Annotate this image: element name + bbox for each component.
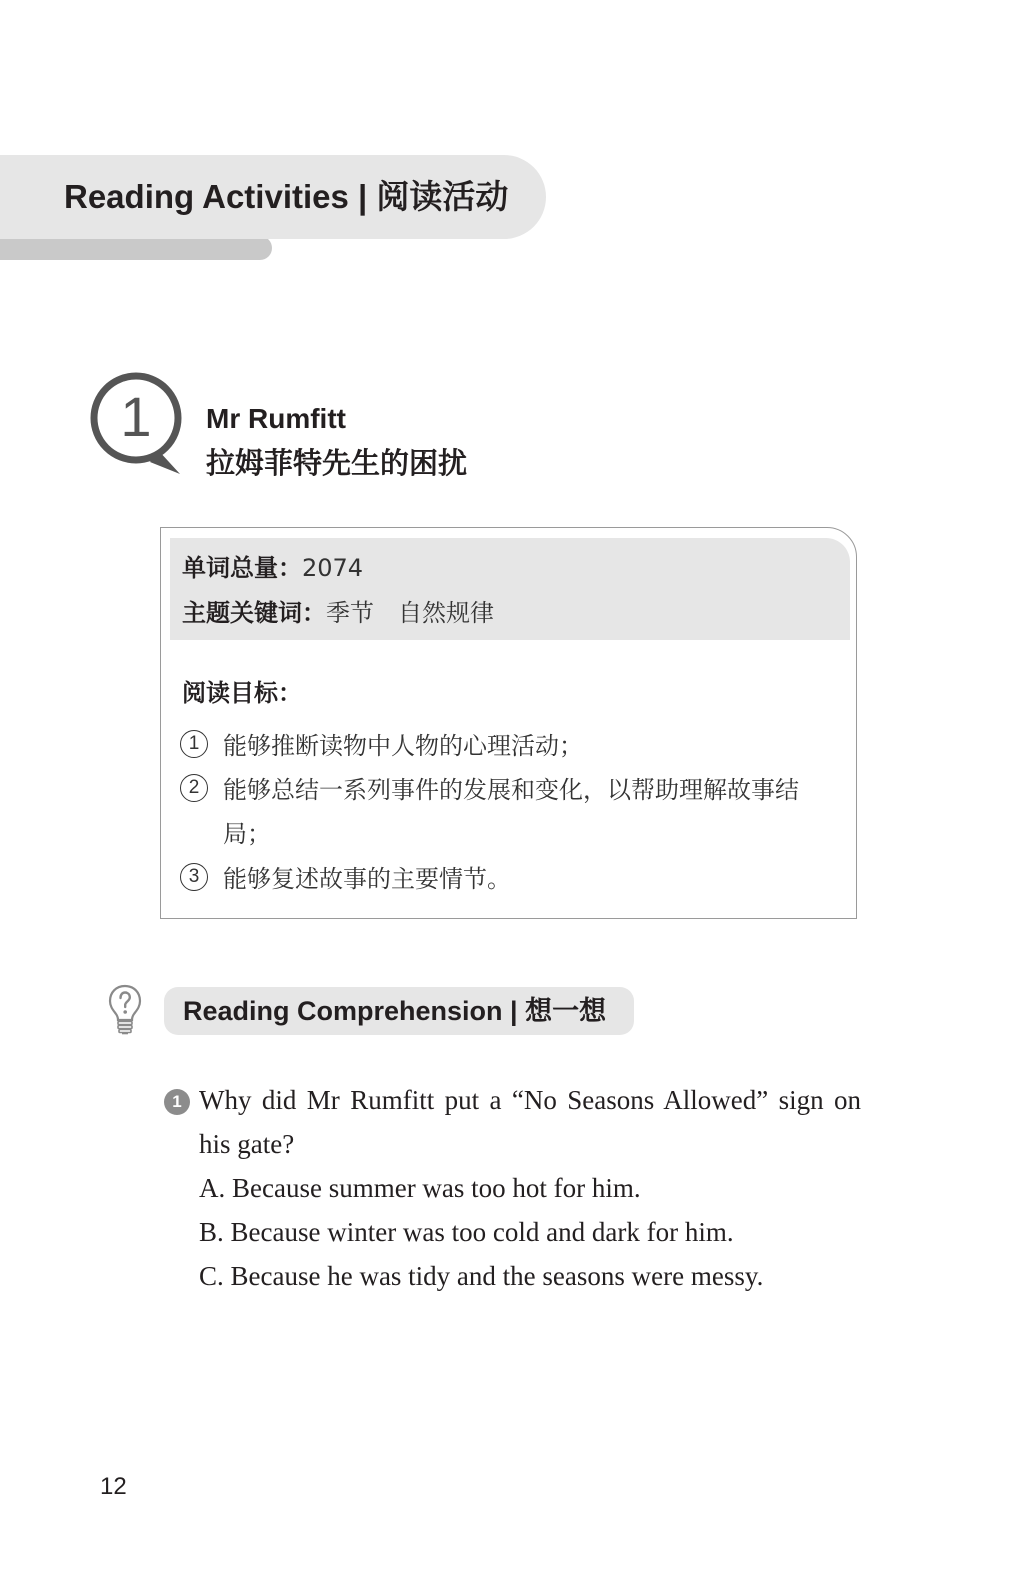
question-number-badge: 1	[164, 1089, 190, 1115]
chapter-number-badge	[88, 370, 188, 476]
chapter-number: 1	[120, 385, 152, 448]
keywords-value: 季节 自然规律	[326, 599, 494, 627]
goal-text: 能够推断读物中人物的心理活动；	[223, 732, 583, 760]
section-title: Reading Activities | 阅读活动	[64, 178, 509, 215]
goal-number: 3	[180, 863, 208, 891]
topic-keywords	[182, 597, 494, 629]
keywords-label: 主题关键词：	[182, 599, 326, 627]
goal-text: 能够复述故事的主要情节。	[223, 865, 511, 893]
chapter-title-chinese: 拉姆菲特先生的困扰	[206, 446, 468, 480]
reading-goals-label: 阅读目标：	[182, 679, 302, 707]
goal-number: 1	[180, 730, 208, 758]
word-count	[182, 552, 363, 584]
word-count-label: 单词总量：	[182, 554, 302, 582]
comprehension-title: Reading Comprehension | 想一想	[183, 996, 607, 1026]
answer-option-a: A. Because summer was too hot for him.	[199, 1173, 641, 1203]
lightbulb-icon	[108, 984, 142, 1036]
answer-option-b: B. Because winter was too cold and dark for him.	[199, 1217, 734, 1247]
question-text: Why did Mr Rumfitt put a “No Seasons Allowed” sign on his gate?	[199, 1085, 861, 1159]
goal-item	[180, 724, 840, 768]
goal-text: 能够总结一系列事件的发展和变化，以帮助理解故事结局；	[223, 776, 799, 848]
reading-goals-heading	[182, 677, 302, 709]
goal-item	[180, 857, 840, 901]
goal-number: 2	[180, 774, 208, 802]
answer-option-c: C. Because he was tidy and the seasons were messy.	[199, 1261, 764, 1291]
chapter-title-english: Mr Rumfitt	[206, 403, 346, 434]
goal-item	[180, 768, 840, 856]
section-banner-shadow	[0, 236, 272, 260]
word-count-value: 2074	[302, 554, 364, 582]
page-number: 12	[100, 1473, 127, 1500]
